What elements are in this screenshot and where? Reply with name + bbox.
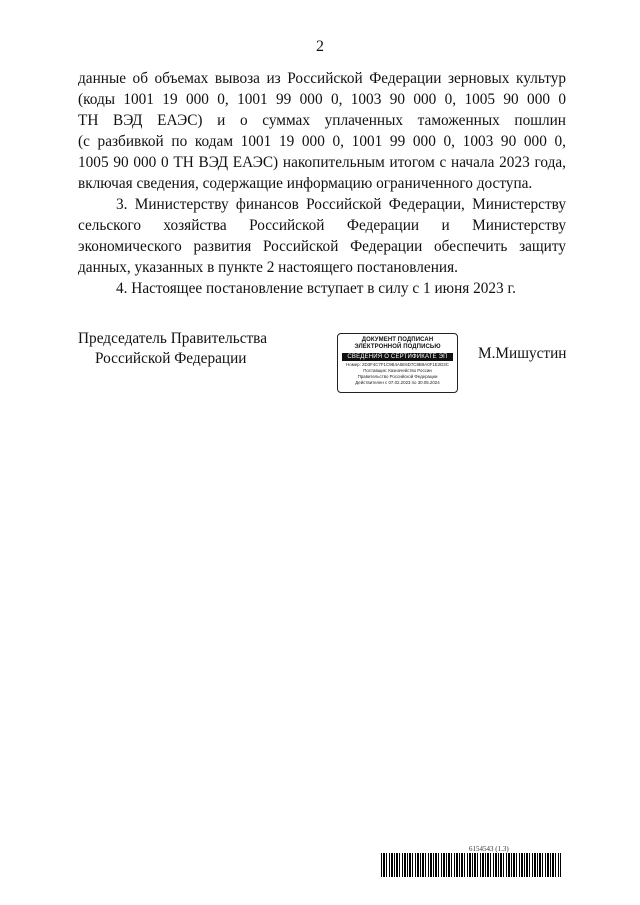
signer-title-line2: Российской Федерации xyxy=(95,350,247,367)
text-line: экономического развития Российской Федерации обеспечить защиту xyxy=(78,238,566,255)
electronic-signature-stamp xyxy=(337,333,458,393)
text-line: 4. Настоящее постановление вступает в силу с 1 июня 2023 г. xyxy=(116,280,516,297)
signer-title-line1: Председатель Правительства xyxy=(78,330,267,347)
stamp-validity: Действителен с 07.02.2023 по 30.05.2024 xyxy=(355,380,440,385)
stamp-heading-line1: ДОКУМЕНТ ПОДПИСАН xyxy=(361,337,434,343)
barcode-image xyxy=(381,853,561,877)
text-line: (коды 1001 19 000 0, 1001 99 000 0, 1003 90 000 0, 1005 90 000 0 xyxy=(78,91,566,108)
signer-title xyxy=(78,329,267,369)
page-number: 2 xyxy=(316,38,324,55)
text-line: включая сведения, содержащие информацию ограниченного доступа. xyxy=(78,175,533,192)
text-line: сельского хозяйства Российской Федерации и Министерству xyxy=(78,217,566,234)
stamp-owner: Правительство Российской Федерации xyxy=(357,374,438,379)
barcode-label: 6154543 (1.3) xyxy=(469,845,509,853)
text-line: ТН ВЭД ЕАЭС) и о суммах уплаченных таможенных пошлин xyxy=(78,112,566,129)
text-line: (с разбивкой по кодам 1001 19 000 0, 1001 99 000 0, 1003 90 000 0, xyxy=(78,133,566,150)
stamp-cert-number: Номер: 2D3F4C7F1C9B4A5E6D7C8B9A0F1E2D3C xyxy=(346,362,449,367)
text-line: данных, указанных в пункте 2 настоящего постановления. xyxy=(78,259,458,276)
body-text xyxy=(78,68,566,299)
text-line: данные об объемах вывоза из Российской Федерации зерновых культур xyxy=(78,70,566,87)
signer-name: М.Мишустин xyxy=(478,345,567,362)
stamp-issuer: Поставщик: Казначейство России xyxy=(363,368,432,373)
stamp-heading-line2: ЭЛЕКТРОННОЙ ПОДПИСЬЮ xyxy=(354,344,441,350)
text-line: 3. Министерству финансов Российской Федерации, Министерству xyxy=(116,196,566,213)
stamp-certificate-bar: СВЕДЕНИЯ О СЕРТИФИКАТЕ ЭП xyxy=(342,353,453,361)
text-line: 1005 90 000 0 ТН ВЭД ЕАЭС) накопительным итогом с начала 2023 года, xyxy=(78,154,566,171)
